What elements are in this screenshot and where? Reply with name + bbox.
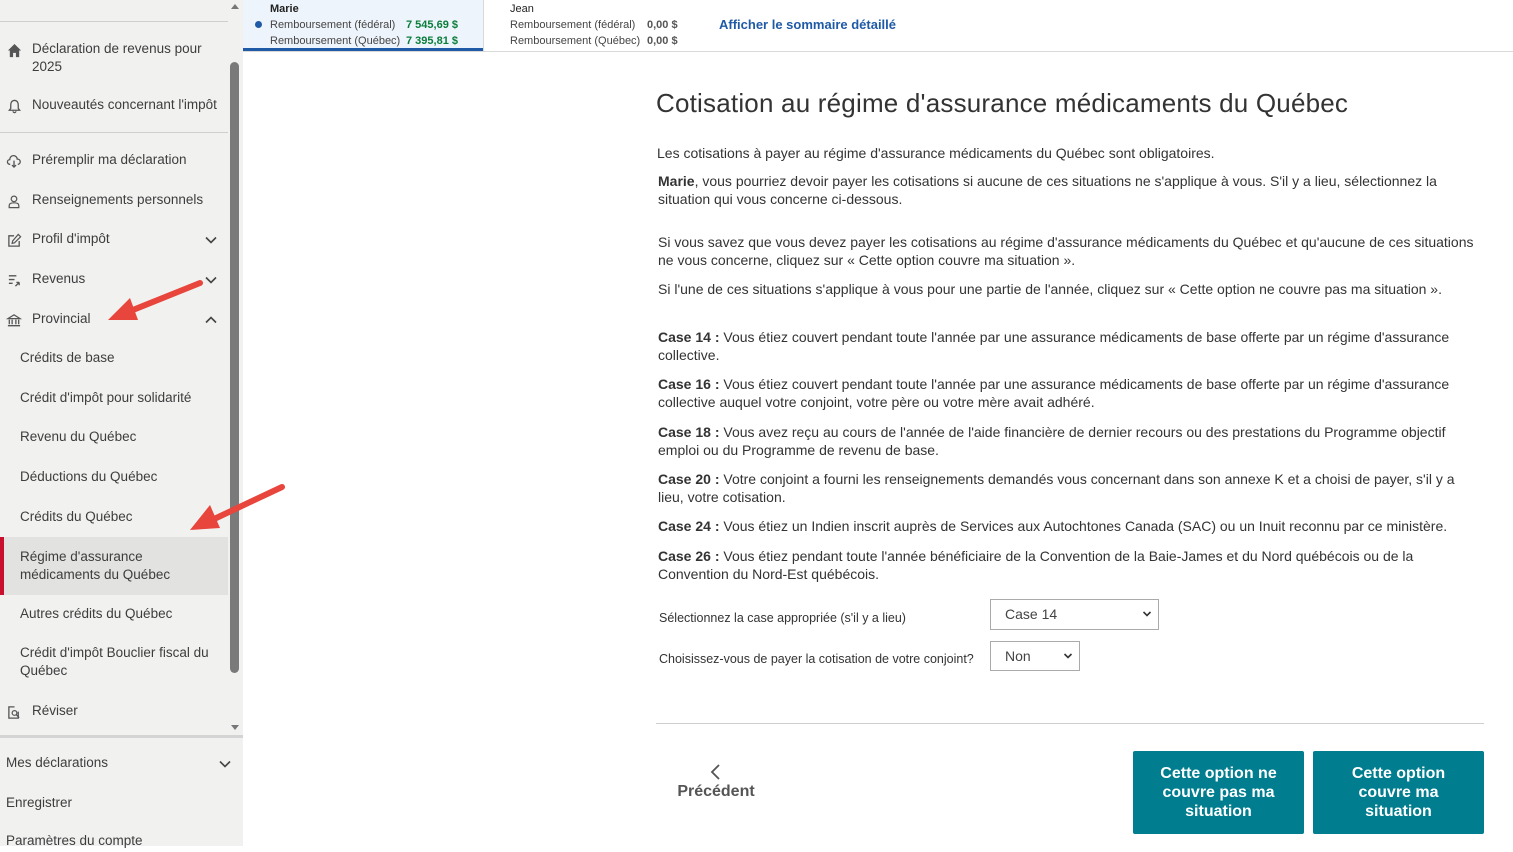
refund-quebec-amount: 7 395,81 $: [406, 35, 458, 47]
sidebar-item-renseignements[interactable]: [0, 191, 228, 211]
sidebar-subitem-label: Crédits du Québec: [20, 509, 133, 524]
review-icon: [6, 704, 22, 720]
sidebar-item-preremplir[interactable]: [0, 151, 228, 171]
sidebar-subitem-solidarite[interactable]: [0, 389, 228, 409]
detailed-summary-link[interactable]: Afficher le sommaire détaillé: [719, 17, 897, 32]
sidebar-divider: [0, 21, 228, 22]
previous-button[interactable]: [676, 760, 756, 801]
chevron-left-icon: [709, 763, 723, 781]
case-label: Case 18 :: [658, 424, 720, 440]
select-case-label: Sélectionnez la case appropriée (s'il y a lieu): [659, 611, 906, 625]
refund-federal-label: Remboursement (fédéral): [510, 19, 636, 31]
page-title: Cotisation au régime d'assurance médicaments du Québec: [656, 88, 1349, 118]
sidebar: [0, 0, 243, 846]
income-icon: [6, 272, 22, 288]
user-icon: [6, 193, 22, 209]
sidebar-item-label: Déclaration de revenus pour 2025: [32, 41, 202, 74]
select-case-value: Case 14: [1005, 606, 1058, 622]
sidebar-item-label: Revenus: [32, 271, 86, 286]
selected-indicator-icon: [255, 21, 262, 28]
sidebar-divider: [0, 132, 228, 133]
summary-tab-marie[interactable]: [243, 0, 483, 51]
case-description: Vous étiez couvert pendant toute l'année par une assurance médicaments de base offerte par un régime d'assurance collective auquel votre conjoint, votre père ou votre mère avait adhéré.: [658, 376, 1450, 410]
cloud-download-icon: [6, 153, 22, 169]
case-description: Vous étiez pendant toute l'année bénéficiaire de la Convention de la Baie-James et du Nord québécois ou de la Convention du Nord-Est québécois.: [658, 548, 1414, 582]
sidebar-scrollbar[interactable]: [230, 62, 239, 673]
sidebar-subitem-bouclier-fiscal[interactable]: [0, 644, 228, 682]
sidebar-item-label: Provincial: [32, 311, 91, 326]
sidebar-subitem-label: Crédit d'impôt pour solidarité: [20, 390, 192, 405]
instruction-text: , vous pourriez devoir payer les cotisations si aucune de ces situations ne s'applique à vous. S'il y a lieu, sélectionnez la situation qui vous concerne ci-dessous.: [658, 173, 1437, 207]
refund-federal-label: Remboursement (fédéral): [270, 19, 396, 31]
annotation-arrow-icon: [100, 276, 210, 328]
case-16-text: [658, 375, 1484, 411]
select-spouse-value: Non: [1005, 648, 1031, 664]
sidebar-item-label: Préremplir ma déclaration: [32, 152, 187, 167]
intro-text: Les cotisations à payer au régime d'assurance médicaments du Québec sont obligatoires.: [657, 145, 1215, 161]
refund-quebec-label: Remboursement (Québec): [270, 35, 401, 47]
summary-tab-jean[interactable]: [483, 0, 683, 51]
sidebar-item-profil[interactable]: [0, 230, 228, 250]
case-description: Votre conjoint a fourni les renseignements demandés vous concernant dans son annexe K et a choisi de payer, s'il y a lieu, votre cotisation.: [658, 471, 1455, 505]
home-icon: [6, 42, 22, 58]
case-description: Vous étiez couvert pendant toute l'année par une assurance médicaments de base offerte par un régime d'assurance collective.: [658, 329, 1450, 363]
option-cover-button[interactable]: Cette option couvre ma situation: [1313, 751, 1484, 834]
case-24-text: [658, 517, 1484, 535]
sidebar-item-enregistrer[interactable]: [0, 794, 228, 814]
case-label: Case 14 :: [658, 329, 720, 345]
scroll-down-arrow-icon[interactable]: [230, 724, 240, 732]
case-description: Vous avez reçu au cours de l'année de l'aide financière de dernier recours ou des prestations du Programme objectif emploi ou du Programme de revenu de base.: [658, 424, 1446, 458]
refund-federal-amount: 7 545,69 $: [406, 19, 458, 31]
scroll-up-arrow-icon[interactable]: [230, 2, 240, 10]
sidebar-item-label: Mes déclarations: [6, 755, 109, 770]
sidebar-item-mes-declarations[interactable]: [0, 754, 228, 774]
sidebar-item-label: Paramètres du compte: [6, 833, 143, 848]
chevron-down-icon: [218, 757, 232, 771]
sidebar-subitem-credits-base[interactable]: [0, 349, 228, 369]
edit-icon: [6, 232, 22, 248]
chevron-down-icon: [1063, 651, 1073, 661]
case-label: Case 20 :: [658, 471, 720, 487]
sidebar-subitem-label: Crédit d'impôt Bouclier fiscal du Québec: [20, 645, 209, 678]
sidebar-subitem-autres-credits[interactable]: [0, 605, 228, 625]
refund-quebec-label: Remboursement (Québec): [510, 35, 641, 47]
case-label: Case 26 :: [658, 548, 720, 564]
sidebar-bottom-section: [0, 735, 243, 846]
sidebar-subitem-revenu-quebec[interactable]: [0, 428, 228, 448]
sidebar-item-declaration[interactable]: [0, 40, 228, 76]
case-label: Case 16 :: [658, 376, 720, 392]
chevron-down-icon: [204, 233, 218, 247]
sidebar-subitem-label: Déductions du Québec: [20, 469, 158, 484]
refund-quebec-amount: 0,00 $: [647, 35, 678, 47]
sidebar-subitem-label: Régime d'assurance médicaments du Québec: [20, 549, 171, 582]
refund-summary-bar: [243, 0, 1513, 52]
option-not-cover-button[interactable]: Cette option ne couvre pas ma situation: [1133, 751, 1304, 834]
option-not-cover-text: Si l'une de ces situations s'applique à vous pour une partie de l'année, cliquez sur « Cette option ne couvre pas ma situation ».: [658, 281, 1442, 297]
person-name: Marie: [270, 3, 299, 15]
select-spouse-label: Choisissez-vous de payer la cotisation de votre conjoint?: [659, 652, 974, 666]
sidebar-item-label: Profil d'impôt: [32, 231, 110, 246]
sidebar-subitem-label: Crédits de base: [20, 350, 115, 365]
option-cover-text: Si vous savez que vous devez payer les cotisations au régime d'assurance médicaments du Québec et qu'aucune de ces situations ne vous concerne, cliquez sur « Cette option couvre ma situation ».: [658, 234, 1474, 268]
person-name: Jean: [510, 3, 534, 15]
sidebar-subitem-assurance-medicaments[interactable]: [0, 537, 228, 595]
case-description: Vous étiez un Indien inscrit auprès de Services aux Autochtones Canada (SAC) ou un Inuit reconnu par ce ministère.: [719, 518, 1448, 534]
sidebar-item-reviser[interactable]: [0, 702, 228, 722]
sidebar-item-label: Renseignements personnels: [32, 192, 204, 207]
select-spouse-dropdown[interactable]: [990, 641, 1080, 671]
chevron-down-icon: [1142, 609, 1152, 619]
case-label: Case 24 :: [658, 518, 720, 534]
sidebar-item-label: Enregistrer: [6, 795, 73, 810]
refund-federal-amount: 0,00 $: [647, 19, 678, 31]
case-26-text: [658, 547, 1484, 583]
bell-icon: [6, 98, 22, 114]
annotation-arrow-icon: [186, 480, 290, 536]
sidebar-item-parametres[interactable]: [0, 832, 228, 852]
government-building-icon: [6, 312, 22, 328]
section-divider: [656, 723, 1484, 724]
sidebar-item-label: Réviser: [32, 703, 78, 718]
person-name-bold: Marie: [658, 173, 695, 189]
sidebar-subitem-label: Revenu du Québec: [20, 429, 137, 444]
marie-instruction-text: [658, 172, 1484, 208]
case-18-text: [658, 423, 1484, 459]
sidebar-item-label: Nouveautés concernant l'impôt: [32, 97, 217, 112]
sidebar-subitem-label: Autres crédits du Québec: [20, 606, 173, 621]
case-14-text: [658, 328, 1484, 364]
sidebar-item-nouveautes[interactable]: [0, 96, 228, 116]
select-case-dropdown[interactable]: [990, 599, 1159, 630]
previous-label: Précédent: [677, 783, 755, 800]
case-20-text: [658, 470, 1484, 506]
